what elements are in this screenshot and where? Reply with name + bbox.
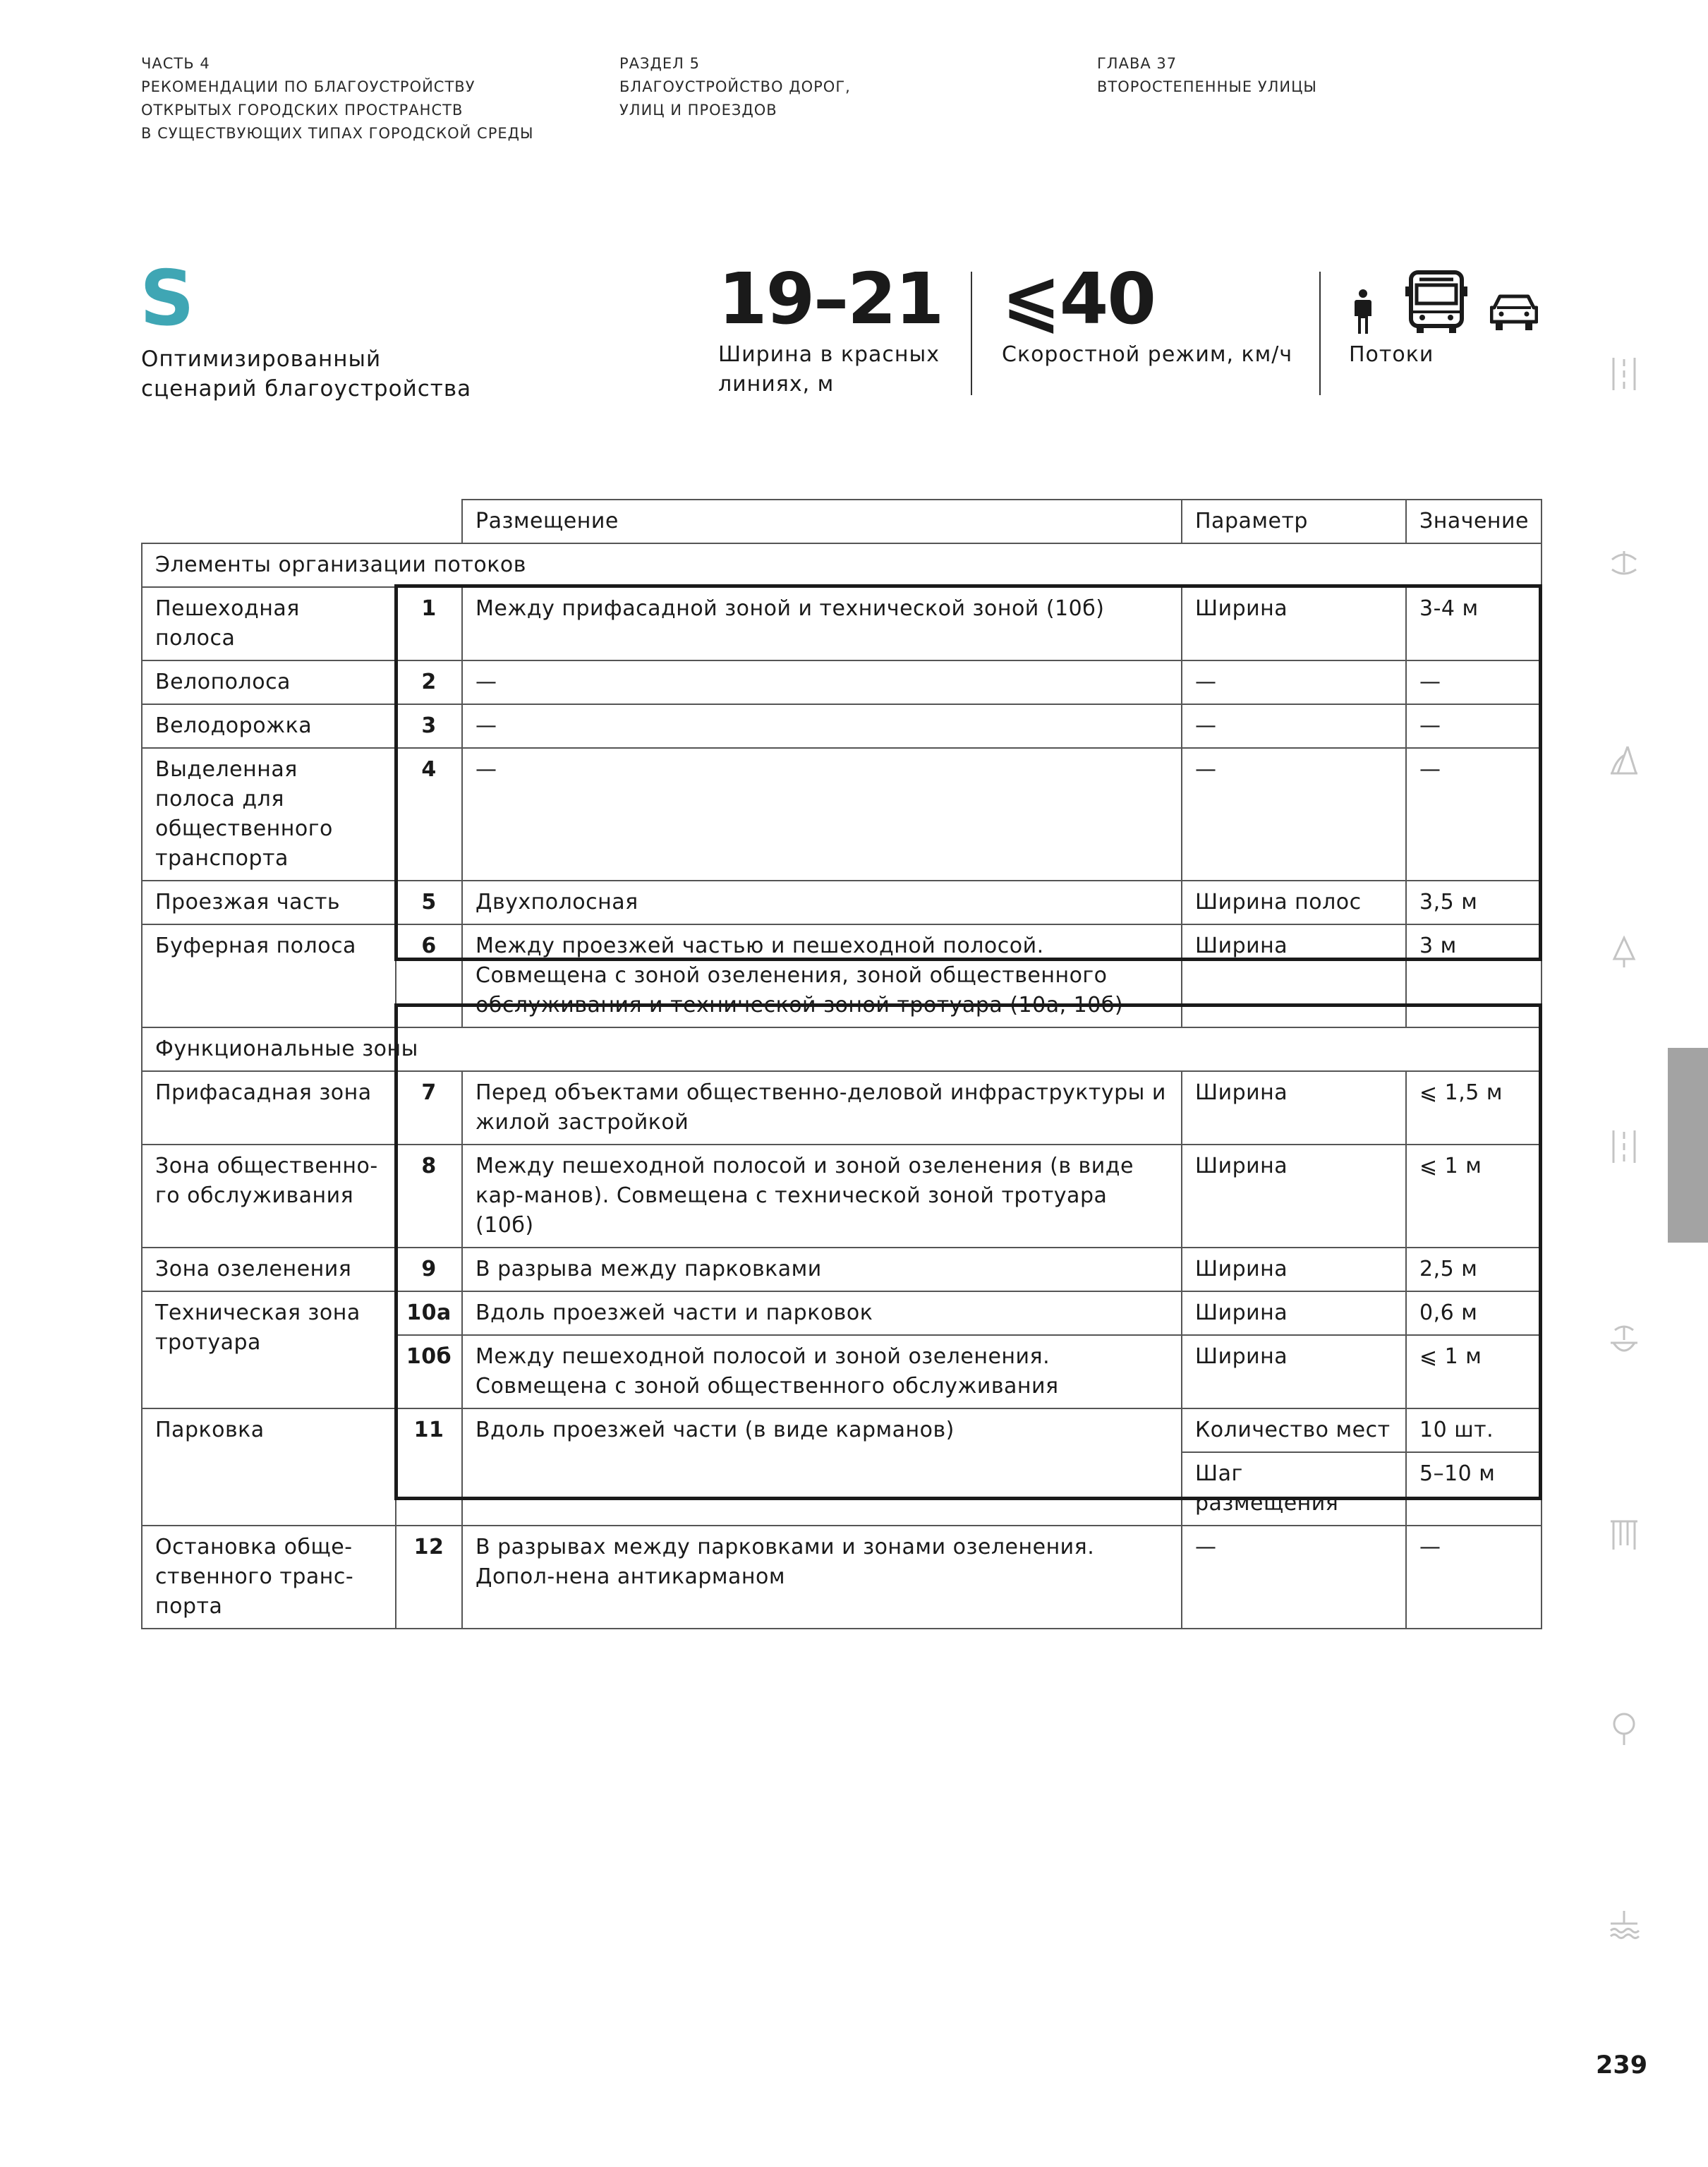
row-number: 8 bbox=[396, 1145, 462, 1248]
section-title: Функциональные зоны bbox=[142, 1027, 1542, 1071]
row-number: 12 bbox=[396, 1526, 462, 1629]
tree-icon[interactable] bbox=[1608, 935, 1640, 970]
row-name: Зона общественно-го обслуживания bbox=[142, 1145, 396, 1248]
parameters-table bbox=[141, 499, 1542, 1629]
row-parameter: — bbox=[1182, 660, 1406, 704]
header-section-line: БЛАГОУСТРОЙСТВО ДОРОГ, bbox=[619, 78, 851, 95]
row-name: Парковка bbox=[142, 1408, 396, 1526]
section-row bbox=[142, 1027, 1542, 1071]
row-value: ⩽ 1 м bbox=[1406, 1335, 1542, 1408]
section-title: Элементы организации потоков bbox=[142, 543, 1542, 587]
width-value: 19–21 bbox=[718, 258, 943, 340]
table-row bbox=[142, 1248, 1542, 1291]
column-header: Параметр bbox=[1182, 500, 1406, 543]
flows-label: Потоки bbox=[1349, 342, 1434, 367]
header-part-line: В СУЩЕСТВУЮЩИХ ТИПАХ ГОРОДСКОЙ СРЕДЫ bbox=[141, 125, 534, 142]
row-number: 9 bbox=[396, 1248, 462, 1291]
row-number: 10б bbox=[396, 1335, 462, 1408]
row-value: — bbox=[1406, 748, 1542, 881]
row-parameter: Ширина bbox=[1182, 587, 1406, 660]
stats-divider bbox=[1319, 272, 1321, 395]
header-part bbox=[141, 52, 593, 145]
row-name: Прифасадная зона bbox=[142, 1071, 396, 1145]
column-header: Размещение bbox=[462, 500, 1182, 543]
row-placement: Между пешеходной полосой и зоной озеленения (в виде кар-манов). Совмещена с технической зоной тротуара (10б) bbox=[462, 1145, 1182, 1248]
table-row bbox=[142, 704, 1542, 748]
building-icon[interactable] bbox=[1608, 1517, 1640, 1552]
row-placement: Перед объектами общественно-деловой инфраструктуры и жилой застройкой bbox=[462, 1071, 1182, 1145]
empty-header-cell bbox=[142, 500, 462, 543]
row-value: 3,5 м bbox=[1406, 881, 1542, 924]
row-value: 5–10 м bbox=[1406, 1452, 1542, 1526]
row-number: 3 bbox=[396, 704, 462, 748]
row-number: 6 bbox=[396, 924, 462, 1027]
row-value: ⩽ 1 м bbox=[1406, 1145, 1542, 1248]
header-section bbox=[619, 52, 1071, 122]
row-parameter: Ширина bbox=[1182, 1335, 1406, 1408]
row-name: Остановка обще-ственного транс-порта bbox=[142, 1526, 396, 1629]
row-parameter: Ширина bbox=[1182, 1145, 1406, 1248]
speed-value: ⩽40 bbox=[1002, 258, 1155, 340]
row-name: Выделенная полоса для общественного транспорта bbox=[142, 748, 396, 881]
row-number: 5 bbox=[396, 881, 462, 924]
table-row bbox=[142, 1291, 1542, 1335]
column-header: Значение bbox=[1406, 500, 1542, 543]
row-value: 0,6 м bbox=[1406, 1291, 1542, 1335]
table-row bbox=[142, 924, 1542, 1027]
scenario-letter: S bbox=[140, 255, 195, 343]
row-placement: — bbox=[462, 704, 1182, 748]
playground-icon[interactable] bbox=[1608, 741, 1640, 776]
table-row bbox=[142, 1145, 1542, 1248]
row-number: 7 bbox=[396, 1071, 462, 1145]
row-parameter: Ширина bbox=[1182, 1248, 1406, 1291]
row-parameter: — bbox=[1182, 1526, 1406, 1629]
row-name: Проезжая часть bbox=[142, 881, 396, 924]
row-parameter: — bbox=[1182, 748, 1406, 881]
row-placement: В разрывах между парковками и зонами озеленения. Допол-нена антикарманом bbox=[462, 1526, 1182, 1629]
road-icon[interactable] bbox=[1608, 356, 1640, 392]
row-parameter: Ширина bbox=[1182, 1291, 1406, 1335]
row-placement: Вдоль проезжей части (в виде карманов) bbox=[462, 1408, 1182, 1526]
scenario-description-line: Оптимизированный bbox=[141, 346, 382, 372]
width-label-line: Ширина в красных bbox=[718, 342, 940, 367]
row-number: 4 bbox=[396, 748, 462, 881]
table-row bbox=[142, 881, 1542, 924]
row-number: 2 bbox=[396, 660, 462, 704]
row-number: 1 bbox=[396, 587, 462, 660]
row-parameter: Количество мест bbox=[1182, 1408, 1406, 1452]
row-name: Велополоса bbox=[142, 660, 396, 704]
road-icon[interactable] bbox=[1608, 1129, 1640, 1164]
page-number: 239 bbox=[1596, 2051, 1648, 2080]
row-name: Зона озеленения bbox=[142, 1248, 396, 1291]
pedestrian-icon bbox=[1350, 289, 1376, 335]
row-parameter: Шаг размещения bbox=[1182, 1452, 1406, 1526]
car-icon bbox=[1490, 292, 1538, 333]
row-placement: Между проезжей частью и пешеходной полосой. Совмещена с зоной озеленения, зоной общественного обслуживания и технической зоной тротуара (10а, 10б) bbox=[462, 924, 1182, 1027]
row-placement: Вдоль проезжей части и парковок bbox=[462, 1291, 1182, 1335]
fountain-icon[interactable] bbox=[1608, 547, 1640, 582]
row-number: 10а bbox=[396, 1291, 462, 1335]
header-section-line: РАЗДЕЛ 5 bbox=[619, 55, 700, 72]
row-value: — bbox=[1406, 704, 1542, 748]
row-name: Буферная полоса bbox=[142, 924, 396, 1027]
row-value: — bbox=[1406, 660, 1542, 704]
section-row bbox=[142, 543, 1542, 587]
row-value: 10 шт. bbox=[1406, 1408, 1542, 1452]
speed-label: Скоростной режим, км/ч bbox=[1002, 342, 1293, 367]
row-name: Велодорожка bbox=[142, 704, 396, 748]
row-name: Техническая зона тротуара bbox=[142, 1291, 396, 1408]
table-row bbox=[142, 587, 1542, 660]
header-chapter bbox=[1097, 52, 1549, 99]
row-value: 2,5 м bbox=[1406, 1248, 1542, 1291]
row-placement: Между пешеходной полосой и зоной озеленения. Совмещена с зоной общественного обслуживания bbox=[462, 1335, 1182, 1408]
row-parameter: — bbox=[1182, 704, 1406, 748]
table-row bbox=[142, 1526, 1542, 1629]
header-part-line: ЧАСТЬ 4 bbox=[141, 55, 210, 72]
row-parameter: Ширина bbox=[1182, 924, 1406, 1027]
table-row bbox=[142, 1071, 1542, 1145]
header-chapter-line: ГЛАВА 37 bbox=[1097, 55, 1177, 72]
stats-divider bbox=[971, 272, 972, 395]
header-chapter-line: ВТОРОСТЕПЕННЫЕ УЛИЦЫ bbox=[1097, 78, 1317, 95]
row-parameter: Ширина bbox=[1182, 1071, 1406, 1145]
table-header-row bbox=[142, 500, 1542, 543]
header-section-line: УЛИЦ И ПРОЕЗДОВ bbox=[619, 102, 777, 119]
row-placement: — bbox=[462, 660, 1182, 704]
row-placement: Двухполосная bbox=[462, 881, 1182, 924]
row-name: Пешеходная полоса bbox=[142, 587, 396, 660]
bus-icon bbox=[1404, 270, 1469, 334]
row-value: 3-4 м bbox=[1406, 587, 1542, 660]
row-placement: Между прифасадной зоной и технической зоной (10б) bbox=[462, 587, 1182, 660]
table-row bbox=[142, 1408, 1542, 1452]
width-label bbox=[718, 340, 958, 399]
row-value: 3 м bbox=[1406, 924, 1542, 1027]
row-value: ⩽ 1,5 м bbox=[1406, 1071, 1542, 1145]
table-row bbox=[142, 748, 1542, 881]
row-value: — bbox=[1406, 1526, 1542, 1629]
scenario-description bbox=[141, 344, 480, 404]
row-placement: В разрыва между парковками bbox=[462, 1248, 1182, 1291]
header-part-line: РЕКОМЕНДАЦИИ ПО БЛАГОУСТРОЙСТВУ bbox=[141, 78, 476, 95]
tree-icon[interactable] bbox=[1608, 1711, 1640, 1746]
chapter-tab[interactable] bbox=[1668, 1048, 1708, 1243]
row-placement: — bbox=[462, 748, 1182, 881]
header-part-line: ОТКРЫТЫХ ГОРОДСКИХ ПРОСТРАНСТВ bbox=[141, 102, 464, 119]
waterfront-icon[interactable] bbox=[1608, 1905, 1640, 1940]
row-number: 11 bbox=[396, 1408, 462, 1526]
scenario-description-line: сценарий благоустройства bbox=[141, 376, 472, 402]
width-label-line: линиях, м bbox=[718, 372, 835, 397]
table-row bbox=[142, 660, 1542, 704]
row-parameter: Ширина полос bbox=[1182, 881, 1406, 924]
water-fountain-icon[interactable] bbox=[1608, 1323, 1640, 1358]
